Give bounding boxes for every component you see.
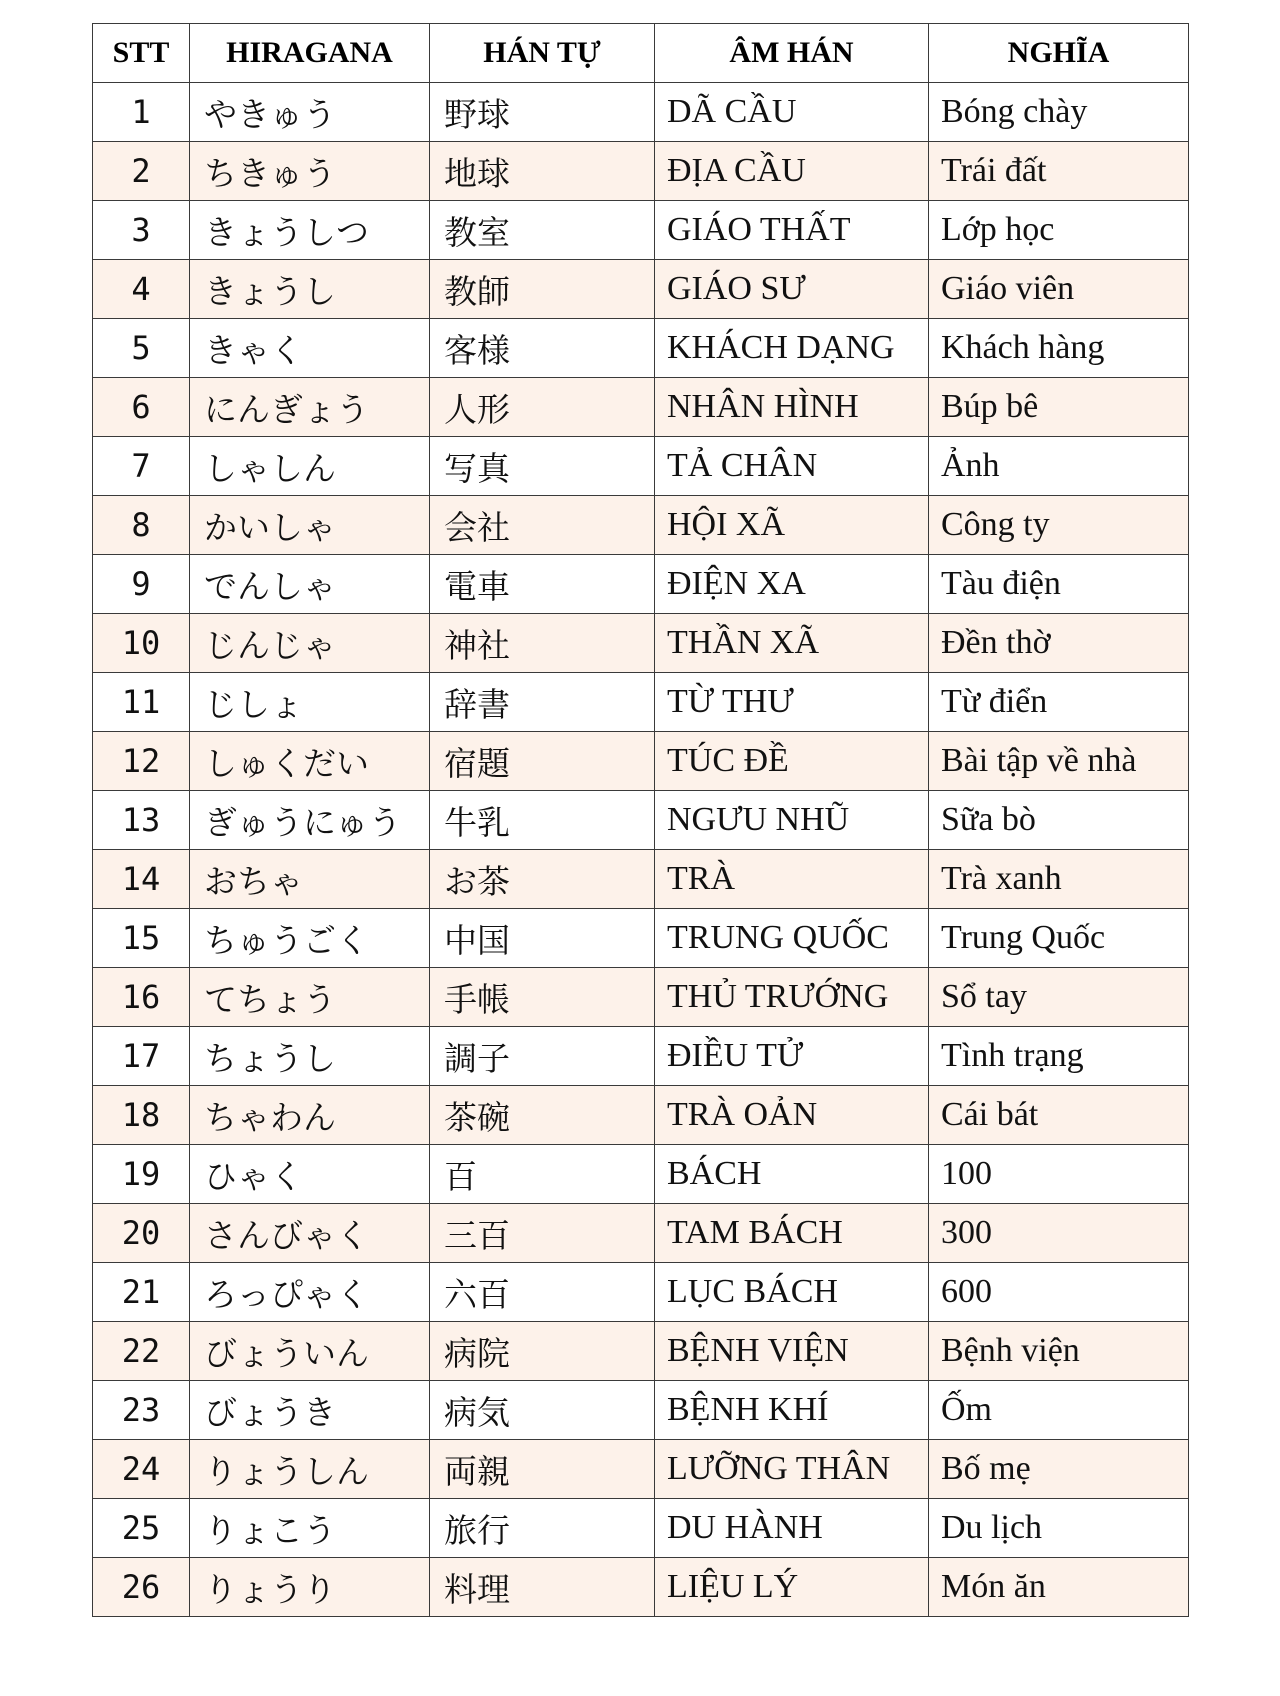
table-row bbox=[93, 1381, 1189, 1440]
cell-meaning: 300 bbox=[929, 1204, 1189, 1263]
cell-hiragana: しゃしん bbox=[190, 437, 430, 496]
cell-am-han: HỘI XÃ bbox=[655, 496, 929, 555]
cell-am-han: TẢ CHÂN bbox=[655, 437, 929, 496]
table-row bbox=[93, 1558, 1189, 1617]
cell-am-han: LƯỠNG THÂN bbox=[655, 1440, 929, 1499]
cell-kanji: 両親 bbox=[430, 1440, 655, 1499]
cell-meaning: Lớp học bbox=[929, 201, 1189, 260]
cell-stt: 21 bbox=[93, 1263, 190, 1322]
cell-hiragana: りょこう bbox=[190, 1499, 430, 1558]
cell-am-han: TRÀ bbox=[655, 850, 929, 909]
table-row bbox=[93, 732, 1189, 791]
header-meaning: NGHĨA bbox=[929, 24, 1189, 83]
table-row bbox=[93, 201, 1189, 260]
cell-kanji: 病気 bbox=[430, 1381, 655, 1440]
cell-am-han: BÁCH bbox=[655, 1145, 929, 1204]
cell-am-han: DU HÀNH bbox=[655, 1499, 929, 1558]
cell-kanji: 中国 bbox=[430, 909, 655, 968]
header-stt: STT bbox=[93, 24, 190, 83]
table-row bbox=[93, 1440, 1189, 1499]
cell-kanji: 会社 bbox=[430, 496, 655, 555]
cell-meaning: Tình trạng bbox=[929, 1027, 1189, 1086]
cell-meaning: Khách hàng bbox=[929, 319, 1189, 378]
cell-kanji: 神社 bbox=[430, 614, 655, 673]
table-row bbox=[93, 1204, 1189, 1263]
cell-hiragana: きょうしつ bbox=[190, 201, 430, 260]
cell-meaning: Sữa bò bbox=[929, 791, 1189, 850]
cell-hiragana: ちきゅう bbox=[190, 142, 430, 201]
cell-hiragana: びょういん bbox=[190, 1322, 430, 1381]
cell-kanji: 教師 bbox=[430, 260, 655, 319]
cell-hiragana: ちゃわん bbox=[190, 1086, 430, 1145]
table-row bbox=[93, 791, 1189, 850]
cell-meaning: Món ăn bbox=[929, 1558, 1189, 1617]
cell-kanji: 病院 bbox=[430, 1322, 655, 1381]
table-row bbox=[93, 909, 1189, 968]
cell-meaning: Bài tập về nhà bbox=[929, 732, 1189, 791]
cell-meaning: Ốm bbox=[929, 1381, 1189, 1440]
cell-kanji: 旅行 bbox=[430, 1499, 655, 1558]
cell-stt: 24 bbox=[93, 1440, 190, 1499]
table-row bbox=[93, 673, 1189, 732]
cell-am-han: ĐIỆN XA bbox=[655, 555, 929, 614]
cell-am-han: ĐIỀU TỬ bbox=[655, 1027, 929, 1086]
table-row bbox=[93, 555, 1189, 614]
cell-meaning: Ảnh bbox=[929, 437, 1189, 496]
cell-am-han: THẦN XÃ bbox=[655, 614, 929, 673]
cell-hiragana: やきゅう bbox=[190, 83, 430, 142]
cell-kanji: 電車 bbox=[430, 555, 655, 614]
cell-meaning: Du lịch bbox=[929, 1499, 1189, 1558]
cell-am-han: THỦ TRƯỚNG bbox=[655, 968, 929, 1027]
cell-stt: 8 bbox=[93, 496, 190, 555]
cell-am-han: TRÀ OẢN bbox=[655, 1086, 929, 1145]
header-hiragana: HIRAGANA bbox=[190, 24, 430, 83]
cell-hiragana: りょうり bbox=[190, 1558, 430, 1617]
table-row bbox=[93, 378, 1189, 437]
cell-stt: 16 bbox=[93, 968, 190, 1027]
cell-meaning: Từ điển bbox=[929, 673, 1189, 732]
cell-kanji: 料理 bbox=[430, 1558, 655, 1617]
cell-meaning: Bệnh viện bbox=[929, 1322, 1189, 1381]
cell-hiragana: びょうき bbox=[190, 1381, 430, 1440]
header-am-han: ÂM HÁN bbox=[655, 24, 929, 83]
cell-hiragana: ちょうし bbox=[190, 1027, 430, 1086]
cell-stt: 20 bbox=[93, 1204, 190, 1263]
vocabulary-table bbox=[92, 23, 1189, 1617]
cell-kanji: 牛乳 bbox=[430, 791, 655, 850]
cell-kanji: 野球 bbox=[430, 83, 655, 142]
cell-kanji: 地球 bbox=[430, 142, 655, 201]
table-row bbox=[93, 1499, 1189, 1558]
table-row bbox=[93, 1263, 1189, 1322]
cell-hiragana: ひゃく bbox=[190, 1145, 430, 1204]
cell-am-han: BỆNH VIỆN bbox=[655, 1322, 929, 1381]
cell-stt: 25 bbox=[93, 1499, 190, 1558]
cell-meaning: Trung Quốc bbox=[929, 909, 1189, 968]
cell-kanji: 三百 bbox=[430, 1204, 655, 1263]
cell-stt: 4 bbox=[93, 260, 190, 319]
table-row bbox=[93, 1086, 1189, 1145]
cell-stt: 23 bbox=[93, 1381, 190, 1440]
cell-stt: 3 bbox=[93, 201, 190, 260]
cell-am-han: LIỆU LÝ bbox=[655, 1558, 929, 1617]
cell-am-han: GIÁO SƯ bbox=[655, 260, 929, 319]
cell-hiragana: にんぎょう bbox=[190, 378, 430, 437]
cell-meaning: 600 bbox=[929, 1263, 1189, 1322]
table-row bbox=[93, 614, 1189, 673]
cell-am-han: TỪ THƯ bbox=[655, 673, 929, 732]
cell-am-han: GIÁO THẤT bbox=[655, 201, 929, 260]
cell-kanji: 調子 bbox=[430, 1027, 655, 1086]
cell-meaning: Cái bát bbox=[929, 1086, 1189, 1145]
cell-hiragana: かいしゃ bbox=[190, 496, 430, 555]
cell-hiragana: ぎゅうにゅう bbox=[190, 791, 430, 850]
cell-kanji: 教室 bbox=[430, 201, 655, 260]
cell-stt: 9 bbox=[93, 555, 190, 614]
cell-am-han: LỤC BÁCH bbox=[655, 1263, 929, 1322]
cell-hiragana: ろっぴゃく bbox=[190, 1263, 430, 1322]
cell-kanji: 六百 bbox=[430, 1263, 655, 1322]
cell-stt: 12 bbox=[93, 732, 190, 791]
cell-am-han: TRUNG QUỐC bbox=[655, 909, 929, 968]
cell-hiragana: きゃく bbox=[190, 319, 430, 378]
cell-meaning: Trái đất bbox=[929, 142, 1189, 201]
cell-meaning: Đền thờ bbox=[929, 614, 1189, 673]
cell-kanji: 辞書 bbox=[430, 673, 655, 732]
cell-am-han: TAM BÁCH bbox=[655, 1204, 929, 1263]
table-header bbox=[93, 24, 1189, 83]
cell-meaning: Trà xanh bbox=[929, 850, 1189, 909]
table-body bbox=[93, 83, 1189, 1617]
header-row bbox=[93, 24, 1189, 83]
cell-am-han: BỆNH KHÍ bbox=[655, 1381, 929, 1440]
table-row bbox=[93, 83, 1189, 142]
cell-kanji: 人形 bbox=[430, 378, 655, 437]
cell-stt: 7 bbox=[93, 437, 190, 496]
cell-stt: 14 bbox=[93, 850, 190, 909]
cell-hiragana: でんしゃ bbox=[190, 555, 430, 614]
cell-stt: 1 bbox=[93, 83, 190, 142]
cell-am-han: KHÁCH DẠNG bbox=[655, 319, 929, 378]
cell-hiragana: じんじゃ bbox=[190, 614, 430, 673]
cell-stt: 17 bbox=[93, 1027, 190, 1086]
cell-stt: 18 bbox=[93, 1086, 190, 1145]
table-row bbox=[93, 142, 1189, 201]
cell-hiragana: てちょう bbox=[190, 968, 430, 1027]
table-row bbox=[93, 1322, 1189, 1381]
cell-meaning: Bóng chày bbox=[929, 83, 1189, 142]
cell-hiragana: しゅくだい bbox=[190, 732, 430, 791]
cell-stt: 13 bbox=[93, 791, 190, 850]
cell-stt: 22 bbox=[93, 1322, 190, 1381]
table-row bbox=[93, 850, 1189, 909]
cell-hiragana: じしょ bbox=[190, 673, 430, 732]
cell-kanji: 宿題 bbox=[430, 732, 655, 791]
table-row bbox=[93, 1027, 1189, 1086]
cell-kanji: 百 bbox=[430, 1145, 655, 1204]
cell-hiragana: きょうし bbox=[190, 260, 430, 319]
cell-am-han: NGƯU NHŨ bbox=[655, 791, 929, 850]
cell-am-han: ĐỊA CẦU bbox=[655, 142, 929, 201]
cell-stt: 5 bbox=[93, 319, 190, 378]
cell-meaning: Tàu điện bbox=[929, 555, 1189, 614]
cell-hiragana: ちゅうごく bbox=[190, 909, 430, 968]
cell-kanji: 茶碗 bbox=[430, 1086, 655, 1145]
table-row bbox=[93, 319, 1189, 378]
cell-meaning: Búp bê bbox=[929, 378, 1189, 437]
cell-meaning: Công ty bbox=[929, 496, 1189, 555]
cell-am-han: TÚC ĐỀ bbox=[655, 732, 929, 791]
cell-meaning: 100 bbox=[929, 1145, 1189, 1204]
table-row bbox=[93, 260, 1189, 319]
cell-kanji: お茶 bbox=[430, 850, 655, 909]
cell-stt: 15 bbox=[93, 909, 190, 968]
cell-stt: 11 bbox=[93, 673, 190, 732]
cell-am-han: NHÂN HÌNH bbox=[655, 378, 929, 437]
header-kanji: HÁN TỰ bbox=[430, 24, 655, 83]
cell-hiragana: りょうしん bbox=[190, 1440, 430, 1499]
cell-kanji: 写真 bbox=[430, 437, 655, 496]
cell-kanji: 客様 bbox=[430, 319, 655, 378]
cell-meaning: Sổ tay bbox=[929, 968, 1189, 1027]
cell-stt: 10 bbox=[93, 614, 190, 673]
cell-stt: 26 bbox=[93, 1558, 190, 1617]
cell-stt: 6 bbox=[93, 378, 190, 437]
cell-stt: 19 bbox=[93, 1145, 190, 1204]
cell-meaning: Giáo viên bbox=[929, 260, 1189, 319]
cell-stt: 2 bbox=[93, 142, 190, 201]
cell-kanji: 手帳 bbox=[430, 968, 655, 1027]
cell-hiragana: おちゃ bbox=[190, 850, 430, 909]
cell-meaning: Bố mẹ bbox=[929, 1440, 1189, 1499]
table-row bbox=[93, 496, 1189, 555]
table-row bbox=[93, 968, 1189, 1027]
table-row bbox=[93, 437, 1189, 496]
cell-hiragana: さんびゃく bbox=[190, 1204, 430, 1263]
table-row bbox=[93, 1145, 1189, 1204]
cell-am-han: DÃ CẦU bbox=[655, 83, 929, 142]
